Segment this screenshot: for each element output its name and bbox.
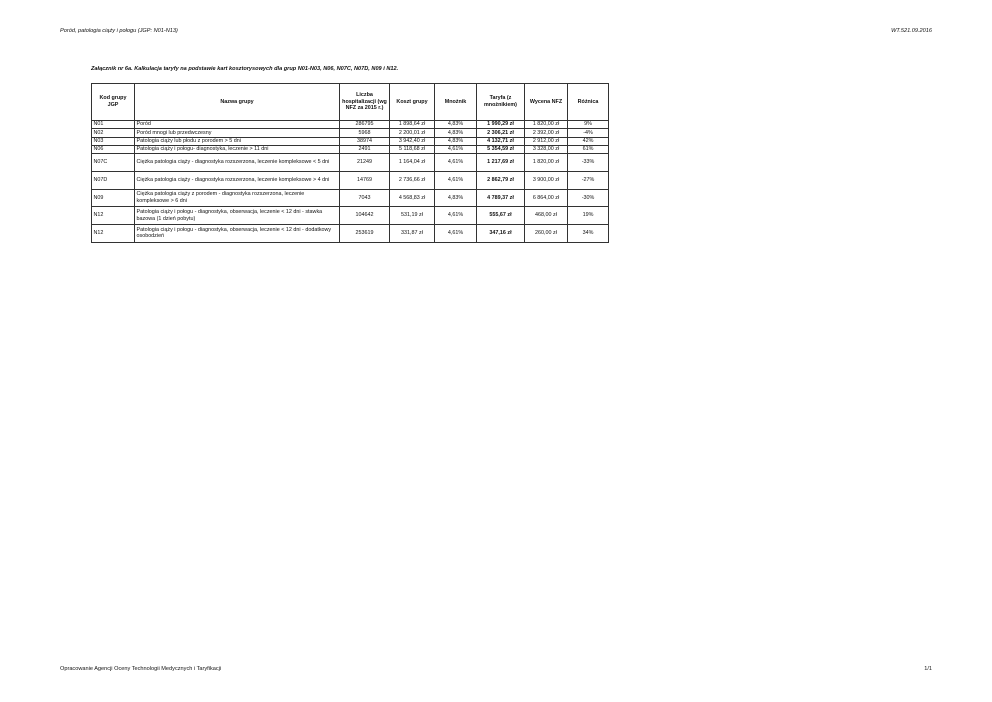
cell-koszt: 4 568,83 zł <box>390 189 435 207</box>
cell-nazwa: Ciężka patologia ciąży - diagnostyka rozszerzona, leczenie kompleksowe > 4 dni <box>135 171 340 189</box>
table-header-row <box>92 84 609 121</box>
cell-koszt: 1 898,64 zł <box>390 121 435 129</box>
footer-credit: Opracowanie Agencji Oceny Technologii Medycznych i Taryfikacji <box>60 666 222 672</box>
cell-taryfa: 1 217,69 zł <box>477 154 525 172</box>
cell-mnoznik: 4,83% <box>435 121 477 129</box>
header-kod: Kod grupy JGP <box>92 84 135 121</box>
header-koszt: Koszt grupy <box>390 84 435 121</box>
cell-wycena: 3 328,00 zł <box>525 145 568 153</box>
cell-kod: N01 <box>92 121 135 129</box>
cell-wycena: 3 900,00 zł <box>525 171 568 189</box>
document-header-title: Poród, patologia ciąży i połogu (JGP: N01-N13) <box>60 28 178 34</box>
cell-wycena: 1 820,00 zł <box>525 154 568 172</box>
cell-liczba: 5968 <box>340 129 390 137</box>
cell-mnoznik: 4,61% <box>435 207 477 225</box>
cell-mnoznik: 4,83% <box>435 129 477 137</box>
cell-wycena: 2 392,00 zł <box>525 129 568 137</box>
cell-koszt: 5 118,68 zł <box>390 145 435 153</box>
table-row <box>92 189 609 207</box>
cell-koszt: 331,87 zł <box>390 224 435 242</box>
table-row <box>92 224 609 242</box>
cell-wycena: 1 820,00 zł <box>525 121 568 129</box>
cell-liczba: 38974 <box>340 137 390 145</box>
cell-nazwa: Poród mnogi lub przedwczesny <box>135 129 340 137</box>
cell-roznica: -4% <box>568 129 609 137</box>
cell-taryfa: 2 306,21 zł <box>477 129 525 137</box>
header-wycena: Wycena NFZ <box>525 84 568 121</box>
cell-taryfa: 5 354,59 zł <box>477 145 525 153</box>
cell-nazwa: Ciężka patologia ciąży - diagnostyka rozszerzona, leczenie kompleksowe < 5 dni <box>135 154 340 172</box>
cell-roznica: -27% <box>568 171 609 189</box>
cell-mnoznik: 4,61% <box>435 171 477 189</box>
cell-mnoznik: 4,61% <box>435 145 477 153</box>
cell-koszt: 3 942,40 zł <box>390 137 435 145</box>
cell-roznica: 9% <box>568 121 609 129</box>
cell-taryfa: 1 990,29 zł <box>477 121 525 129</box>
cell-taryfa: 2 862,79 zł <box>477 171 525 189</box>
cell-kod: N12 <box>92 224 135 242</box>
cell-roznica: 42% <box>568 137 609 145</box>
document-header-reference: WT.521.09.2016 <box>891 28 932 34</box>
cell-wycena: 260,00 zł <box>525 224 568 242</box>
cell-nazwa: Poród <box>135 121 340 129</box>
cell-kod: N07D <box>92 171 135 189</box>
cell-liczba: 21249 <box>340 154 390 172</box>
cell-taryfa: 4 132,71 zł <box>477 137 525 145</box>
cell-wycena: 468,00 zł <box>525 207 568 225</box>
table-row <box>92 145 609 153</box>
cell-koszt: 1 164,04 zł <box>390 154 435 172</box>
cell-roznica: -30% <box>568 189 609 207</box>
cell-taryfa: 4 789,37 zł <box>477 189 525 207</box>
cell-liczba: 253619 <box>340 224 390 242</box>
cell-wycena: 2 912,00 zł <box>525 137 568 145</box>
cell-kod: N02 <box>92 129 135 137</box>
cell-kod: N06 <box>92 145 135 153</box>
header-roznica: Różnica <box>568 84 609 121</box>
cell-koszt: 531,19 zł <box>390 207 435 225</box>
header-taryfa: Taryfa (z mnożnikiem) <box>477 84 525 121</box>
cell-nazwa: Patologia ciąży i połogu - diagnostyka, obserwacja, leczenie < 12 dni - dodatkowy osobodzień <box>135 224 340 242</box>
table-row <box>92 154 609 172</box>
table-row <box>92 207 609 225</box>
cell-liczba: 2491 <box>340 145 390 153</box>
table-row <box>92 137 609 145</box>
header-mnoznik: Mnożnik <box>435 84 477 121</box>
cell-liczba: 104642 <box>340 207 390 225</box>
cell-nazwa: Patologia ciąży lub płodu z porodem > 5 dni <box>135 137 340 145</box>
cell-roznica: 19% <box>568 207 609 225</box>
cell-mnoznik: 4,83% <box>435 137 477 145</box>
cell-liczba: 7043 <box>340 189 390 207</box>
cell-roznica: 61% <box>568 145 609 153</box>
cell-roznica: 34% <box>568 224 609 242</box>
cell-mnoznik: 4,83% <box>435 189 477 207</box>
cell-kod: N12 <box>92 207 135 225</box>
page-number: 1/1 <box>924 666 932 672</box>
cell-kod: N07C <box>92 154 135 172</box>
table-row <box>92 129 609 137</box>
table-row <box>92 171 609 189</box>
tariff-table <box>91 83 609 243</box>
cell-taryfa: 555,67 zł <box>477 207 525 225</box>
cell-liczba: 14769 <box>340 171 390 189</box>
cell-wycena: 6 864,00 zł <box>525 189 568 207</box>
attachment-title: Załącznik nr 6a. Kalkulacja taryfy na podstawie kart kosztorysowych dla grup N01-N03, N06, N07C, N07D, N09 i N12. <box>91 66 399 72</box>
cell-koszt: 2 736,66 zł <box>390 171 435 189</box>
header-nazwa: Nazwa grupy <box>135 84 340 121</box>
cell-kod: N09 <box>92 189 135 207</box>
cell-mnoznik: 4,61% <box>435 224 477 242</box>
cell-roznica: -33% <box>568 154 609 172</box>
table-row <box>92 121 609 129</box>
cell-nazwa: Ciężka patologia ciąży z porodem - diagnostyka rozszerzona, leczenie kompleksowe > 6 dni <box>135 189 340 207</box>
cell-liczba: 286795 <box>340 121 390 129</box>
cell-koszt: 2 200,01 zł <box>390 129 435 137</box>
cell-taryfa: 347,16 zł <box>477 224 525 242</box>
cell-mnoznik: 4,61% <box>435 154 477 172</box>
cell-kod: N03 <box>92 137 135 145</box>
cell-nazwa: Patologia ciąży i połogu- diagnostyka, leczenie > 11 dni <box>135 145 340 153</box>
header-liczba: Liczba hospitalizacji (wg NFZ za 2015 r.) <box>340 84 390 121</box>
cell-nazwa: Patologia ciąży i połogu - diagnostyka, obserwacja, leczenie < 12 dni - stawka bazowa (1 dzień pobytu) <box>135 207 340 225</box>
